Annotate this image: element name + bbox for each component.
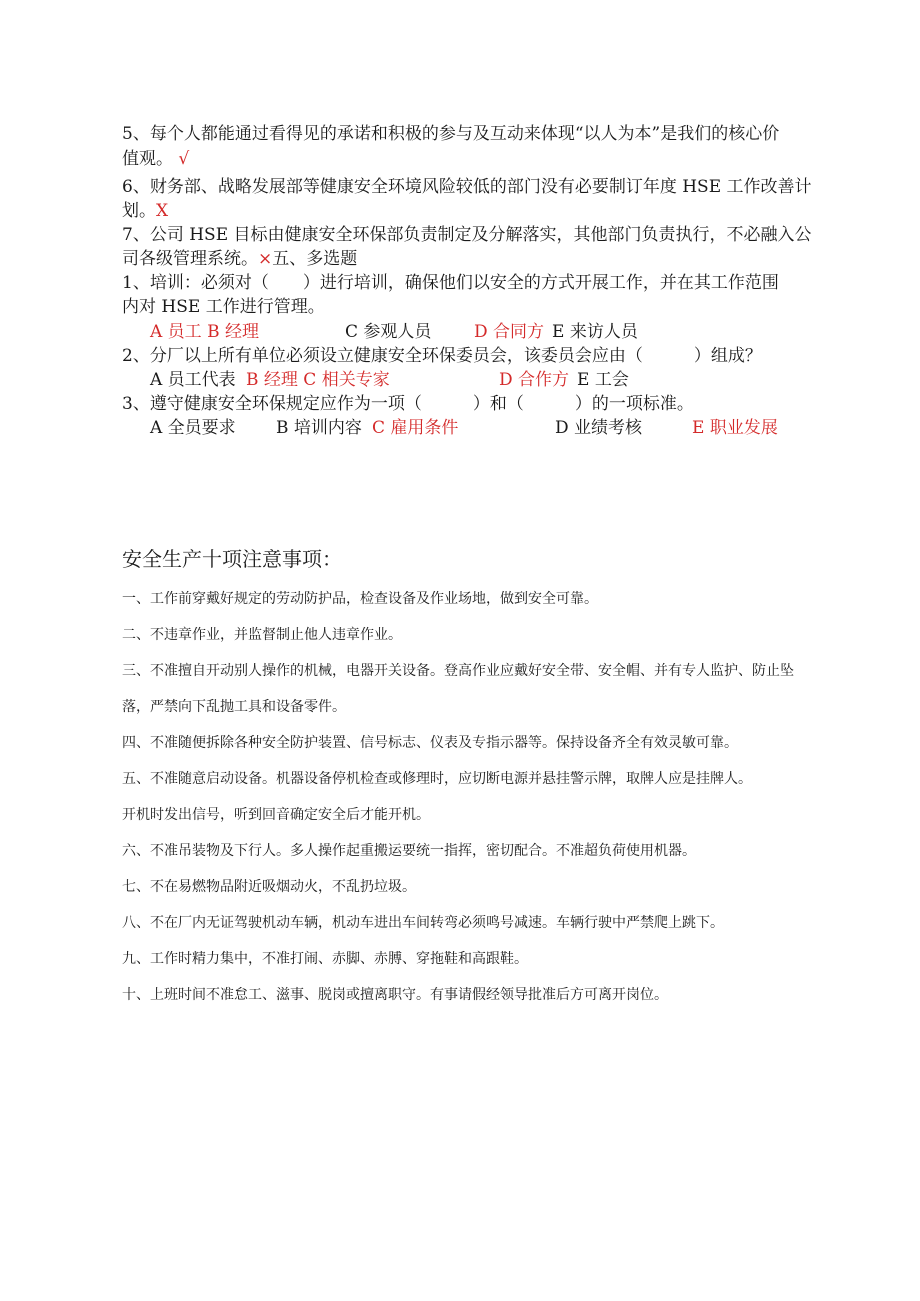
judgment-6-line1: 6、财务部、战略发展部等健康安全环境风险较低的部门没有必要制订年度 HSE 工作改善计 — [122, 177, 812, 197]
mc-2-option-a: A 员工代表 — [150, 370, 236, 390]
mc-3-option-a: A 全员要求 — [150, 418, 236, 438]
judgment-6-text: 划。 — [122, 201, 156, 221]
notice-item: 九、工作时精力集中，不准打闹、赤脚、赤膊、穿拖鞋和高跟鞋。 — [122, 951, 528, 967]
notice-item: 六、不准吊装物及下行人。多人操作起重搬运要统一指挥，密切配合。不准超负荷使用机器。 — [122, 843, 696, 859]
notice-item: 七、不在易燃物品附近吸烟动火，不乱扔垃圾。 — [122, 879, 416, 895]
mc-1-line1: 1、培训：必须对（ ）进行培训，确保他们以安全的方式开展工作，并在其工作范围 — [122, 273, 779, 293]
judgment-6-line2 — [122, 199, 168, 223]
mc-3-line1: 3、遵守健康安全环保规定应作为一项（ ）和（ ）的一项标准。 — [122, 394, 694, 414]
mc-1-option-c: C 参观人员 — [345, 322, 432, 342]
notice-item: 二、不违章作业，并监督制止他人违章作业。 — [122, 627, 402, 643]
judgment-7-line1: 7、公司 HSE 目标由健康安全环保部负责制定及分解落实，其他部门负责执行，不必融入公 — [122, 225, 812, 245]
notice-item: 十、上班时间不准怠工、滋事、脱岗或擅离职守。有事请假经领导批准后方可离开岗位。 — [122, 987, 668, 1003]
notice-item: 三、不准擅自开动别人操作的机械，电器开关设备。登高作业应戴好安全带、安全帽、并有专人监护、防止坠 — [122, 663, 794, 679]
mc-3-option-c: C 雇用条件 — [372, 418, 459, 438]
notice-item: 开机时发出信号，听到回音确定安全后才能开机。 — [122, 807, 430, 823]
judgment-5-text: 值观。 — [122, 149, 173, 169]
notice-title: 安全生产十项注意事项： — [122, 547, 342, 571]
notice-item: 四、不准随便拆除各种安全防护装置、信号标志、仪表及专指示器等。保持设备齐全有效灵敏可靠。 — [122, 735, 738, 751]
judgment-7-line2 — [122, 247, 357, 271]
notice-item: 一、工作前穿戴好规定的劳动防护品，检查设备及作业场地，做到安全可靠。 — [122, 591, 598, 607]
section-heading-multiple-choice: 五、多选题 — [272, 249, 358, 269]
mc-1-option-d: D 合同方 — [474, 322, 545, 342]
notice-item: 落，严禁向下乱抛工具和设备零件。 — [122, 699, 346, 715]
judgment-5-line2 — [122, 147, 189, 171]
mc-1-line2: 内对 HSE 工作进行管理。 — [122, 297, 325, 317]
mc-2-option-bc: B 经理 C 相关专家 — [246, 370, 390, 390]
mc-1-option-e: E 来访人员 — [552, 322, 638, 342]
judgment-5-line1: 5、每个人都能通过看得见的承诺和积极的参与及互动来体现“以人为本”是我们的核心价 — [122, 124, 780, 144]
notice-item: 八、不在厂内无证驾驶机动车辆，机动车进出车间转弯必须鸣号减速。车辆行驶中严禁爬上跳下。 — [122, 915, 724, 931]
wrong-mark: X — [156, 201, 169, 221]
correct-mark: √ — [178, 149, 190, 169]
mc-1-option-ab: A 员工 B 经理 — [150, 322, 259, 342]
mc-2-line1: 2、分厂以上所有单位必须设立健康安全环保委员会，该委员会应由（ ）组成？ — [122, 346, 762, 366]
wrong-mark: × — [258, 249, 273, 269]
mc-3-option-b: B 培训内容 — [276, 418, 362, 438]
mc-2-option-d: D 合作方 — [499, 370, 570, 390]
mc-3-option-d: D 业绩考核 — [555, 418, 643, 438]
mc-3-option-e: E 职业发展 — [692, 418, 778, 438]
judgment-7-text: 司各级管理系统。 — [122, 249, 258, 269]
mc-2-option-e: E 工会 — [577, 370, 629, 390]
notice-item: 五、不准随意启动设备。机器设备停机检查或修理时，应切断电源并悬挂警示牌，取牌人应是挂牌人。 — [122, 771, 752, 787]
